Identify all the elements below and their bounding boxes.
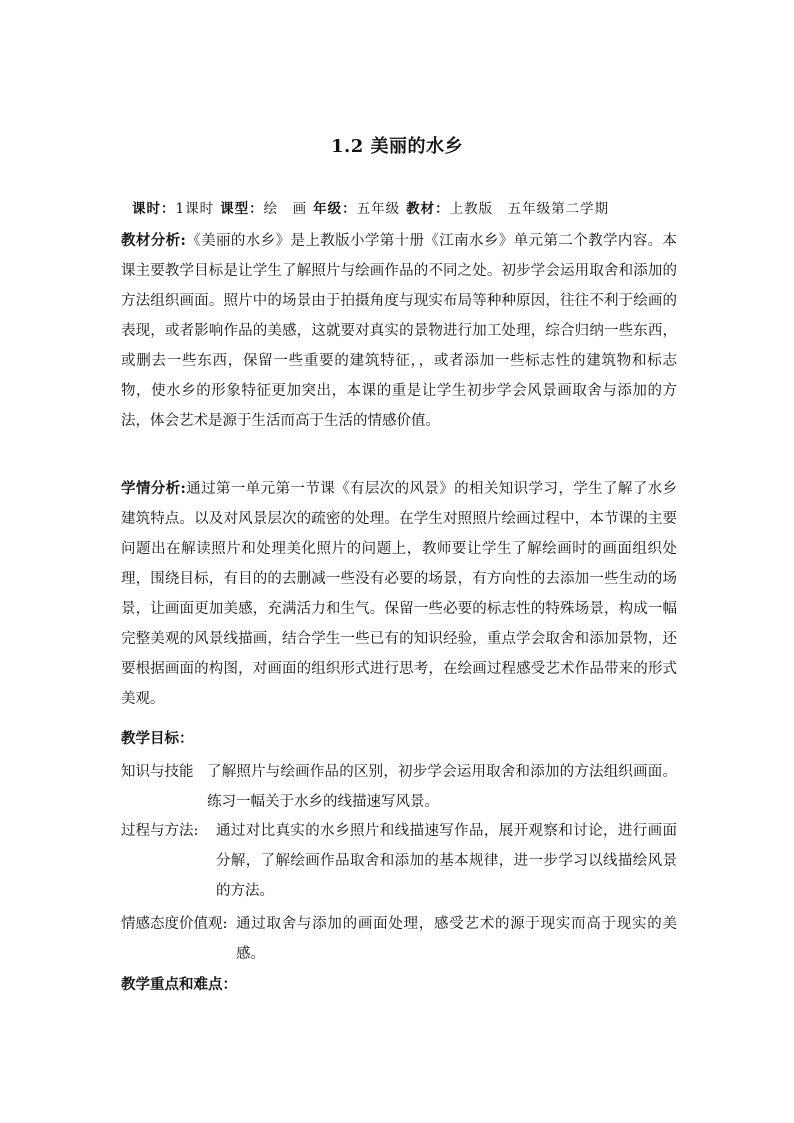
type-value: 绘 画 <box>263 201 308 217</box>
student-analysis-text: 通过第一单元第一节课《有层次的风景》的相关知识学习，学生了解了水乡建筑特点。以及对风景层次的疏密的处理。在学生对照照片绘画过程中，本节课的主要问题出在解读照片和处理美化照片的问题上，教师要让学生了解绘画时的画面组织处理，围绕目标，有目的的去删减一些没有必要的场景，有方向性的去添加一些生动的场景，让画面更加美感，充满活力和生气。保留一些必要的标志性的特殊场景，构成一幅完整美观的风景线描画，结合学生一些已有的知识经验，重点学会取舍和添加景物，还要根据画面的构图，对画面的组织形式进行思考，在绘画过程感受艺术作品带来的形式美观。 <box>121 481 677 707</box>
key-points-heading: 教学重点和难点： <box>121 976 237 993</box>
page-title: 1.2 美丽的水乡 <box>330 136 464 157</box>
goal-knowledge <box>121 757 677 817</box>
goal-process-label: 过程与方法: <box>121 823 199 839</box>
goal-emotion-label: 情感态度价值观: <box>121 916 228 932</box>
goal-emotion <box>121 909 677 969</box>
goal-process-text: 通过对比真实的水乡照片和线描速写作品，展开观察和讨论，进行画面分解，了解绘画作品取舍和添加的基本规律，进一步学习以线描绘风景的方法。 <box>216 823 677 899</box>
student-analysis-label: 学情分析: <box>121 480 186 497</box>
textbook-label: 教材： <box>406 201 450 217</box>
grade-value: 五年级 <box>356 201 401 217</box>
material-analysis-text: 《美丽的水乡》是上教版小学第十册《江南水乡》单元第二个教学内容。本课主要教学目标是让学生了解照片与绘画作品的不同之处。初步学会运用取舍和添加的方法组织画面。照片中的场景由于拍摄角度与现实布局等种种原因，往往不利于绘画的表现，或者影响作品的美感，这就要对真实的景物进行加工处理，综合归纳一些东西，或删去一些东西，保留一些重要的建筑特征，，或者添加一些标志性的建筑物和标志物，使水乡的形象特征更加突出，本课的重是让学生初步学会风景画取舍与添加的方法，体会艺术是源于生活而高于生活的情感价值。 <box>121 233 677 429</box>
hours-value: 1课时 <box>175 201 215 217</box>
grade-label: 年级： <box>313 201 357 217</box>
textbook-value: 上教版 五年级第二学期 <box>449 201 610 217</box>
material-analysis-paragraph <box>121 226 677 436</box>
student-analysis-paragraph <box>121 474 677 714</box>
goal-knowledge-text: 了解照片与绘画作品的区别，初步学会运用取舍和添加的方法组织画面。练习一幅关于水乡的线描速写风景。 <box>207 764 677 810</box>
type-label: 课型： <box>220 201 264 217</box>
lesson-meta-line <box>132 197 609 217</box>
goal-process <box>121 816 677 906</box>
goal-emotion-text: 通过取舍与添加的画面处理，感受艺术的源于现实而高于现实的美感。 <box>236 916 677 962</box>
material-analysis-label: 教材分析: <box>121 232 186 249</box>
goal-knowledge-label: 知识与技能 <box>121 764 194 780</box>
teaching-goals-heading: 教学目标： <box>121 730 194 747</box>
hours-label: 课时： <box>132 201 176 217</box>
